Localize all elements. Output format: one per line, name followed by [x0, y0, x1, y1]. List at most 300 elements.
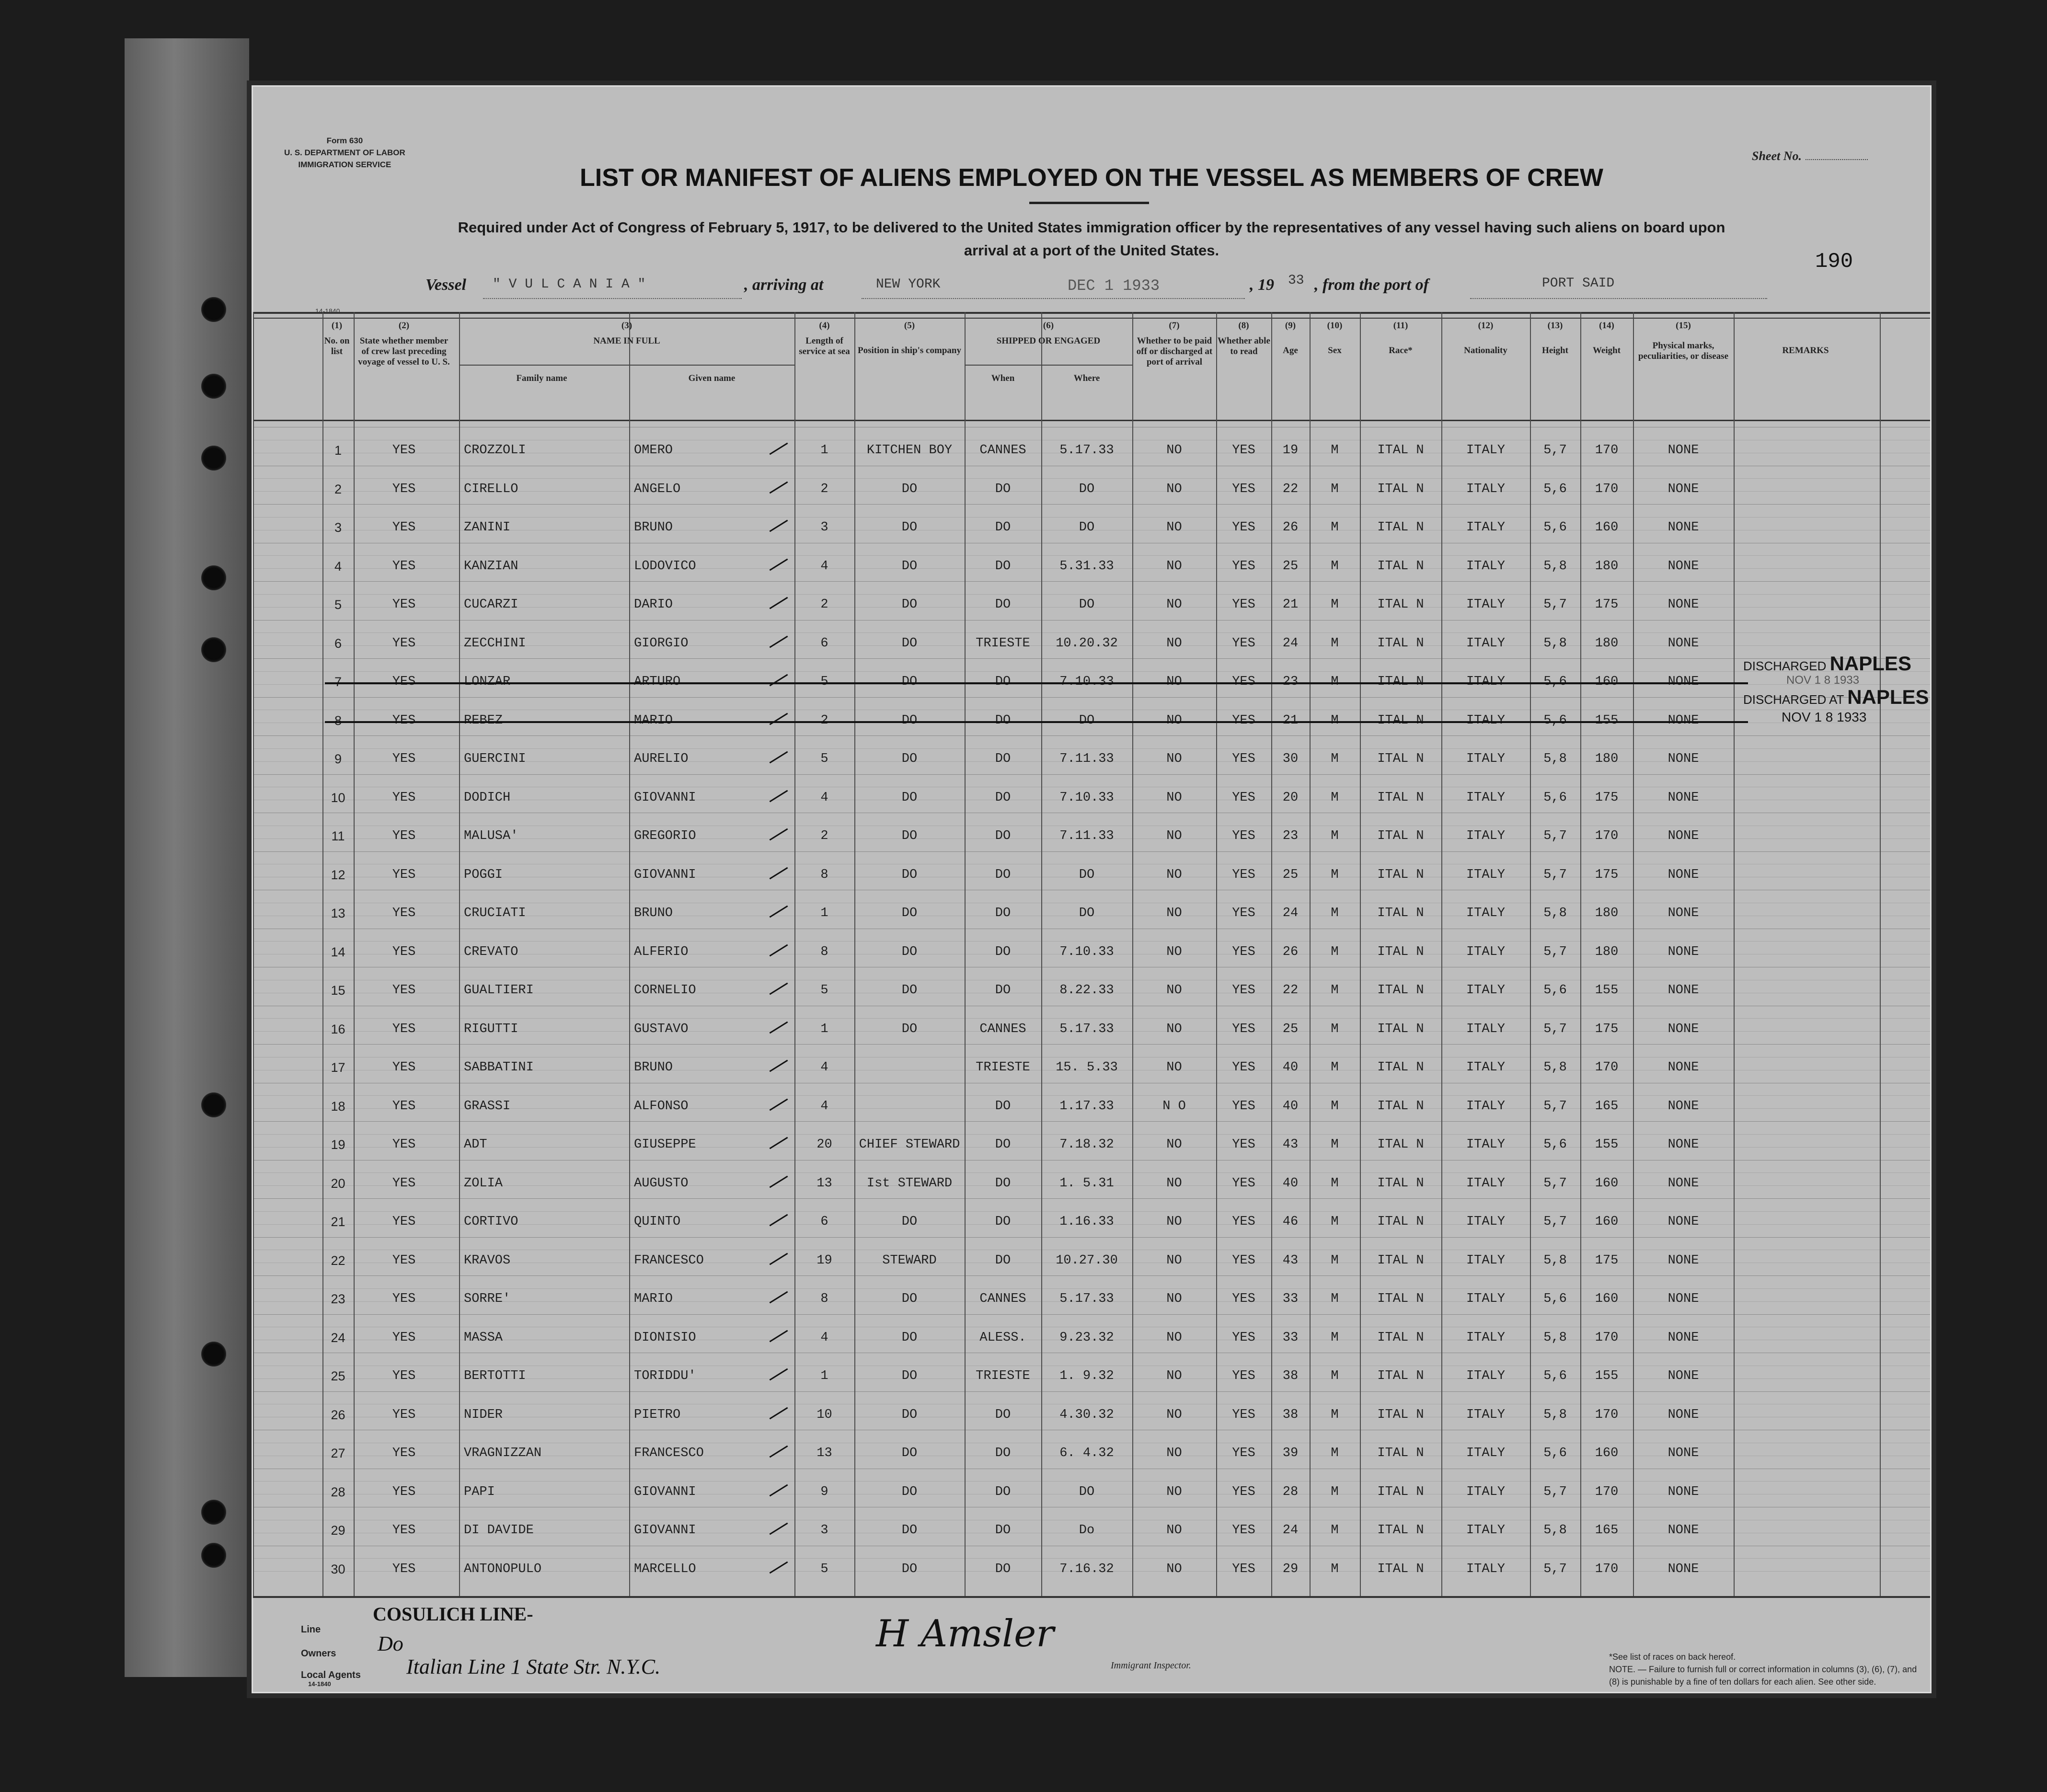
- cell-given: MARCELLO: [634, 1562, 696, 1576]
- cell-paid: NO: [1166, 1407, 1182, 1422]
- cell-age: 30: [1282, 752, 1299, 766]
- vessel-label: Vessel: [426, 276, 466, 294]
- cell-age: 23: [1282, 675, 1299, 689]
- cell-nat: ITALY: [1466, 1060, 1505, 1075]
- ruled-line: [253, 1121, 1930, 1122]
- cell-no: 4: [334, 559, 342, 574]
- cell-race: ITAL N: [1377, 1523, 1424, 1538]
- ruled-line: [253, 594, 1930, 595]
- cell-weight: 160: [1595, 520, 1619, 535]
- cell-height: 5,7: [1543, 1022, 1567, 1036]
- arriving-port: NEW YORK: [876, 277, 941, 292]
- cell-where: 7.18.32: [1059, 1137, 1114, 1152]
- col-9-num: (9): [1285, 321, 1296, 331]
- cell-sex: M: [1331, 443, 1339, 458]
- cell-read: YES: [1232, 867, 1255, 882]
- col-no-on-list: No. on list: [324, 336, 350, 356]
- cell-nat: ITALY: [1466, 713, 1505, 728]
- cell-race: ITAL N: [1377, 1176, 1424, 1191]
- column-rule: [253, 312, 254, 1596]
- cell-when: DO: [995, 1099, 1011, 1114]
- cell-yes: YES: [392, 713, 416, 728]
- cell-when: ALESS.: [979, 1330, 1026, 1345]
- cell-read: YES: [1232, 1253, 1255, 1268]
- from-port-label: , from the port of: [1314, 276, 1429, 294]
- cell-read: YES: [1232, 983, 1255, 998]
- column-rule: [1880, 312, 1881, 1596]
- cell-yes: YES: [392, 1562, 416, 1576]
- arriving-label: , arriving at: [744, 276, 824, 294]
- cell-position: DO: [901, 1562, 918, 1576]
- binder-hole: [201, 1543, 226, 1568]
- cell-paid: NO: [1166, 636, 1182, 651]
- cell-family: KRAVOS: [464, 1253, 511, 1268]
- cell-position: DO: [901, 1215, 918, 1229]
- cell-yes: YES: [392, 520, 416, 535]
- cell-given: CORNELIO: [634, 983, 696, 998]
- cell-marks: NONE: [1668, 1022, 1699, 1036]
- cell-paid: NO: [1166, 1330, 1182, 1345]
- cell-race: ITAL N: [1377, 1484, 1424, 1499]
- cell-weight: 180: [1595, 752, 1619, 766]
- cell-family: ZECCHINI: [464, 636, 526, 651]
- manifest-title: LIST OR MANIFEST OF ALIENS EMPLOYED ON THE VESSEL AS MEMBERS OF CREW: [580, 164, 1603, 192]
- binder-hole: [201, 1092, 226, 1117]
- cell-position: DO: [901, 559, 918, 574]
- cell-read: YES: [1232, 1484, 1255, 1499]
- cell-when: DO: [995, 520, 1011, 535]
- cell-sex: M: [1331, 1330, 1339, 1345]
- cell-height: 5,7: [1543, 1215, 1567, 1229]
- cell-height: 5,8: [1543, 559, 1567, 574]
- vessel-dotline: [483, 298, 742, 299]
- cell-no: 30: [331, 1562, 345, 1576]
- cell-position: DO: [901, 520, 918, 535]
- cell-paid: NO: [1166, 1176, 1182, 1191]
- strike-through-line: [325, 682, 1748, 684]
- cell-yes: YES: [392, 1022, 416, 1036]
- col-length-service: Length of service at sea: [799, 336, 850, 356]
- cell-when: DO: [995, 1562, 1011, 1576]
- cell-sex: M: [1331, 1022, 1339, 1036]
- col-1-num: (1): [331, 321, 343, 331]
- col-height: Height: [1542, 345, 1568, 356]
- cell-age: 25: [1282, 867, 1299, 882]
- sheet-label: Sheet No.: [1752, 149, 1802, 163]
- cell-weight: 175: [1595, 790, 1619, 805]
- cell-yes: YES: [392, 443, 416, 458]
- line-value: COSULICH LINE-: [373, 1603, 533, 1625]
- cell-paid: NO: [1166, 443, 1182, 458]
- cell-height: 5,8: [1543, 1330, 1567, 1345]
- cell-yes: YES: [392, 829, 416, 843]
- cell-when: DO: [995, 597, 1011, 612]
- cell-no: 8: [334, 713, 342, 728]
- cell-nat: ITALY: [1466, 752, 1505, 766]
- cell-given: PIETRO: [634, 1407, 681, 1422]
- cell-race: ITAL N: [1377, 944, 1424, 959]
- cell-weight: 170: [1595, 1330, 1619, 1345]
- cell-family: ZANINI: [464, 520, 511, 535]
- cell-read: YES: [1232, 1369, 1255, 1383]
- cell-nat: ITALY: [1466, 1446, 1505, 1460]
- col-age: Age: [1283, 345, 1298, 356]
- cell-given: GREGORIO: [634, 829, 696, 843]
- cell-race: ITAL N: [1377, 713, 1424, 728]
- cell-marks: NONE: [1668, 1176, 1699, 1191]
- cell-paid: NO: [1166, 1292, 1182, 1306]
- cell-family: CUCARZI: [464, 597, 518, 612]
- cell-when: CANNES: [979, 1022, 1026, 1036]
- cell-given: ARTURO: [634, 675, 681, 689]
- cell-service: 2: [820, 597, 828, 612]
- subheader-rule: [459, 365, 794, 366]
- cell-no: 25: [331, 1369, 345, 1383]
- cell-read: YES: [1232, 597, 1255, 612]
- cell-sex: M: [1331, 1562, 1339, 1576]
- ruled-line: [253, 1288, 1930, 1289]
- ruled-line: [253, 1044, 1930, 1045]
- cell-no: 10: [331, 790, 345, 805]
- cell-service: 8: [820, 1292, 828, 1306]
- cell-position: DO: [901, 482, 918, 496]
- cell-when: TRIESTE: [976, 1060, 1030, 1075]
- cell-given: MARIO: [634, 1292, 673, 1306]
- cell-where: DO: [1079, 867, 1095, 882]
- cell-when: DO: [995, 559, 1011, 574]
- cell-when: DO: [995, 675, 1011, 689]
- cell-marks: NONE: [1668, 1215, 1699, 1229]
- cell-when: DO: [995, 906, 1011, 920]
- col-11-num: (11): [1393, 321, 1408, 331]
- cell-weight: 180: [1595, 636, 1619, 651]
- cell-sex: M: [1331, 482, 1339, 496]
- binder-hole: [201, 374, 226, 399]
- cell-service: 20: [816, 1137, 832, 1152]
- cell-no: 1: [334, 443, 342, 458]
- cell-given: QUINTO: [634, 1215, 681, 1229]
- cell-sex: M: [1331, 636, 1339, 651]
- cell-marks: NONE: [1668, 1523, 1699, 1538]
- cell-age: 40: [1282, 1060, 1299, 1075]
- agents-form-number: 14-1840: [308, 1680, 331, 1688]
- cell-given: OMERO: [634, 443, 673, 458]
- cell-given: ALFERIO: [634, 944, 689, 959]
- cell-height: 5,6: [1543, 1137, 1567, 1152]
- line-label: Line: [301, 1624, 321, 1635]
- binder-hole: [201, 446, 226, 471]
- cell-when: DO: [995, 1176, 1011, 1191]
- cell-position: DO: [901, 597, 918, 612]
- ruled-line: [253, 1481, 1930, 1482]
- cell-where: 7.10.33: [1059, 675, 1114, 689]
- cell-age: 43: [1282, 1137, 1299, 1152]
- binder-hole: [201, 1342, 226, 1367]
- cell-weight: 165: [1595, 1523, 1619, 1538]
- cell-position: DO: [901, 790, 918, 805]
- cell-where: DO: [1079, 597, 1095, 612]
- cell-when: DO: [995, 829, 1011, 843]
- col-where: Where: [1073, 373, 1100, 383]
- cell-position: CHIEF STEWARD: [859, 1137, 960, 1152]
- cell-read: YES: [1232, 1215, 1255, 1229]
- cell-marks: NONE: [1668, 482, 1699, 496]
- cell-service: 6: [820, 636, 828, 651]
- ruled-line: [253, 748, 1930, 749]
- cell-sex: M: [1331, 1446, 1339, 1460]
- cell-no: 20: [331, 1176, 345, 1191]
- departure-port: PORT SAID: [1542, 276, 1615, 291]
- cell-yes: YES: [392, 906, 416, 920]
- cell-when: CANNES: [979, 1292, 1026, 1306]
- cell-paid: NO: [1166, 1446, 1182, 1460]
- cell-no: 17: [331, 1060, 345, 1075]
- cell-sex: M: [1331, 1137, 1339, 1152]
- cell-paid: NO: [1166, 482, 1182, 496]
- cell-paid: NO: [1166, 944, 1182, 959]
- owners-value: Do: [378, 1632, 403, 1655]
- sheet-number-field: [1752, 149, 1868, 163]
- cell-paid: NO: [1166, 867, 1182, 882]
- cell-height: 5,6: [1543, 482, 1567, 496]
- cell-read: YES: [1232, 1022, 1255, 1036]
- cell-paid: NO: [1166, 1215, 1182, 1229]
- col-name-in-full: NAME IN FULL: [593, 336, 660, 346]
- col-when: When: [991, 373, 1015, 383]
- cell-race: ITAL N: [1377, 906, 1424, 920]
- cell-no: 27: [331, 1446, 345, 1460]
- cell-race: ITAL N: [1377, 559, 1424, 574]
- cell-yes: YES: [392, 790, 416, 805]
- table-top-rule-2: [253, 318, 1930, 319]
- stamp-2-city: NAPLES: [1847, 686, 1929, 708]
- cell-given: AUGUSTO: [634, 1176, 689, 1191]
- cell-when: DO: [995, 790, 1011, 805]
- cell-where: 5.17.33: [1059, 443, 1114, 458]
- cell-family: PAPI: [464, 1484, 495, 1499]
- ruled-line: [253, 774, 1930, 775]
- cell-service: 1: [820, 1369, 828, 1383]
- cell-service: 19: [816, 1253, 832, 1268]
- ruled-line: [253, 1391, 1930, 1392]
- cell-race: ITAL N: [1377, 1060, 1424, 1075]
- cell-no: 3: [334, 520, 342, 535]
- cell-nat: ITALY: [1466, 829, 1505, 843]
- stamp-2-date: NOV 1 8 1933: [1782, 710, 1867, 724]
- cell-sex: M: [1331, 1253, 1339, 1268]
- cell-sex: M: [1331, 597, 1339, 612]
- cell-yes: YES: [392, 1292, 416, 1306]
- column-rule: [1734, 312, 1735, 1596]
- cell-yes: YES: [392, 1446, 416, 1460]
- cell-sex: M: [1331, 983, 1339, 998]
- cell-marks: NONE: [1668, 867, 1699, 882]
- cell-height: 5,6: [1543, 790, 1567, 805]
- cell-height: 5,6: [1543, 1292, 1567, 1306]
- cell-paid: NO: [1166, 1523, 1182, 1538]
- cell-marks: NONE: [1668, 906, 1699, 920]
- binder-hole: [201, 297, 226, 322]
- cell-read: YES: [1232, 520, 1255, 535]
- cell-service: 1: [820, 1022, 828, 1036]
- cell-marks: NONE: [1668, 443, 1699, 458]
- cell-paid: NO: [1166, 559, 1182, 574]
- cell-given: GIORGIO: [634, 636, 689, 651]
- cell-service: 8: [820, 867, 828, 882]
- column-rule: [459, 312, 460, 1596]
- cell-yes: YES: [392, 1407, 416, 1422]
- cell-service: 13: [816, 1446, 832, 1460]
- cell-marks: NONE: [1668, 944, 1699, 959]
- cell-position: DO: [901, 1330, 918, 1345]
- cell-yes: YES: [392, 482, 416, 496]
- cell-nat: ITALY: [1466, 983, 1505, 998]
- cell-where: DO: [1079, 520, 1095, 535]
- cell-yes: YES: [392, 1523, 416, 1538]
- cell-read: YES: [1232, 1407, 1255, 1422]
- cell-yes: YES: [392, 1176, 416, 1191]
- cell-sex: M: [1331, 1215, 1339, 1229]
- cell-when: DO: [995, 1137, 1011, 1152]
- cell-service: 3: [820, 520, 828, 535]
- cell-sex: M: [1331, 520, 1339, 535]
- cell-weight: 175: [1595, 597, 1619, 612]
- binder-hole: [201, 637, 226, 662]
- col-7-num: (7): [1169, 321, 1180, 331]
- cell-where: DO: [1079, 482, 1095, 496]
- page-number: 190: [1815, 250, 1853, 274]
- col-given-name: Given name: [688, 373, 736, 383]
- col-remarks: REMARKS: [1782, 345, 1829, 356]
- col-3-num: (3): [621, 321, 632, 331]
- ruled-line: [253, 1275, 1930, 1276]
- cell-age: 25: [1282, 1022, 1299, 1036]
- cell-weight: 155: [1595, 983, 1619, 998]
- cell-family: CREVATO: [464, 944, 518, 959]
- cell-service: 1: [820, 443, 828, 458]
- cell-age: 46: [1282, 1215, 1299, 1229]
- cell-no: 9: [334, 752, 342, 766]
- discharged-stamp-2: [1743, 686, 1929, 709]
- cell-nat: ITALY: [1466, 482, 1505, 496]
- cell-nat: ITALY: [1466, 559, 1505, 574]
- cell-service: 10: [816, 1407, 832, 1422]
- cell-no: 19: [331, 1137, 345, 1152]
- cell-weight: 160: [1595, 675, 1619, 689]
- cell-nat: ITALY: [1466, 1330, 1505, 1345]
- cell-marks: NONE: [1668, 790, 1699, 805]
- cell-given: GIOVANNI: [634, 1523, 696, 1538]
- cell-height: 5,6: [1543, 983, 1567, 998]
- cell-marks: NONE: [1668, 829, 1699, 843]
- ruled-line: [253, 671, 1930, 672]
- cell-position: DO: [901, 829, 918, 843]
- voyage-line: [426, 273, 1815, 300]
- cell-when: DO: [995, 713, 1011, 728]
- cell-race: ITAL N: [1377, 1215, 1424, 1229]
- cell-race: ITAL N: [1377, 752, 1424, 766]
- cell-read: YES: [1232, 713, 1255, 728]
- cell-paid: N O: [1162, 1099, 1186, 1114]
- cell-no: 23: [331, 1292, 345, 1306]
- cell-no: 22: [331, 1253, 345, 1268]
- cell-marks: NONE: [1668, 1369, 1699, 1383]
- cell-weight: 170: [1595, 1060, 1619, 1075]
- cell-family: NIDER: [464, 1407, 503, 1422]
- cell-marks: NONE: [1668, 559, 1699, 574]
- ruled-line: [253, 1237, 1930, 1238]
- cell-where: 10.20.32: [1056, 636, 1118, 651]
- cell-position: DO: [901, 713, 918, 728]
- cell-sex: M: [1331, 867, 1339, 882]
- cell-given: GIOVANNI: [634, 790, 696, 805]
- cell-marks: NONE: [1668, 983, 1699, 998]
- cell-sex: M: [1331, 1176, 1339, 1191]
- cell-race: ITAL N: [1377, 1446, 1424, 1460]
- cell-family: SORRE': [464, 1292, 511, 1306]
- cell-where: 5.31.33: [1059, 559, 1114, 574]
- cell-given: DIONISIO: [634, 1330, 696, 1345]
- cell-weight: 155: [1595, 1137, 1619, 1152]
- cell-family: MASSA: [464, 1330, 503, 1345]
- cell-service: 4: [820, 790, 828, 805]
- department: U. S. DEPARTMENT OF LABOR: [284, 148, 405, 157]
- cell-given: ANGELO: [634, 482, 681, 496]
- cell-sex: M: [1331, 675, 1339, 689]
- cell-marks: NONE: [1668, 1446, 1699, 1460]
- cell-height: 5,7: [1543, 829, 1567, 843]
- cell-no: 13: [331, 906, 345, 920]
- cell-nat: ITALY: [1466, 1484, 1505, 1499]
- cell-paid: NO: [1166, 1484, 1182, 1499]
- ruled-line: [253, 1198, 1930, 1199]
- cell-service: 4: [820, 1099, 828, 1114]
- cell-service: 1: [820, 906, 828, 920]
- cell-given: MARIO: [634, 713, 673, 728]
- cell-where: DO: [1079, 906, 1095, 920]
- cell-marks: NONE: [1668, 636, 1699, 651]
- cell-race: ITAL N: [1377, 1562, 1424, 1576]
- cell-service: 9: [820, 1484, 828, 1499]
- cell-nat: ITALY: [1466, 675, 1505, 689]
- ruled-line: [253, 1558, 1930, 1559]
- cell-where: 1. 9.32: [1059, 1369, 1114, 1383]
- title-rule: [1029, 202, 1149, 204]
- col-weight: Weight: [1592, 345, 1621, 356]
- cell-position: DO: [901, 675, 918, 689]
- cell-weight: 155: [1595, 713, 1619, 728]
- cell-service: 2: [820, 713, 828, 728]
- col-position: Position in ship's company: [858, 345, 961, 356]
- cell-weight: 170: [1595, 1562, 1619, 1576]
- col-shipped: SHIPPED OR ENGAGED: [996, 336, 1101, 346]
- cell-position: DO: [901, 983, 918, 998]
- cell-nat: ITALY: [1466, 906, 1505, 920]
- cell-yes: YES: [392, 867, 416, 882]
- cell-weight: 160: [1595, 1215, 1619, 1229]
- cell-age: 33: [1282, 1292, 1299, 1306]
- ruled-line: [253, 1018, 1930, 1019]
- cell-service: 3: [820, 1523, 828, 1538]
- year-value: 33: [1288, 273, 1304, 288]
- cell-paid: NO: [1166, 983, 1182, 998]
- cell-no: 28: [331, 1484, 345, 1499]
- cell-race: ITAL N: [1377, 636, 1424, 651]
- cell-race: ITAL N: [1377, 1137, 1424, 1152]
- cell-yes: YES: [392, 636, 416, 651]
- cell-given: BRUNO: [634, 1060, 673, 1075]
- agents-label: Local Agents: [301, 1670, 361, 1680]
